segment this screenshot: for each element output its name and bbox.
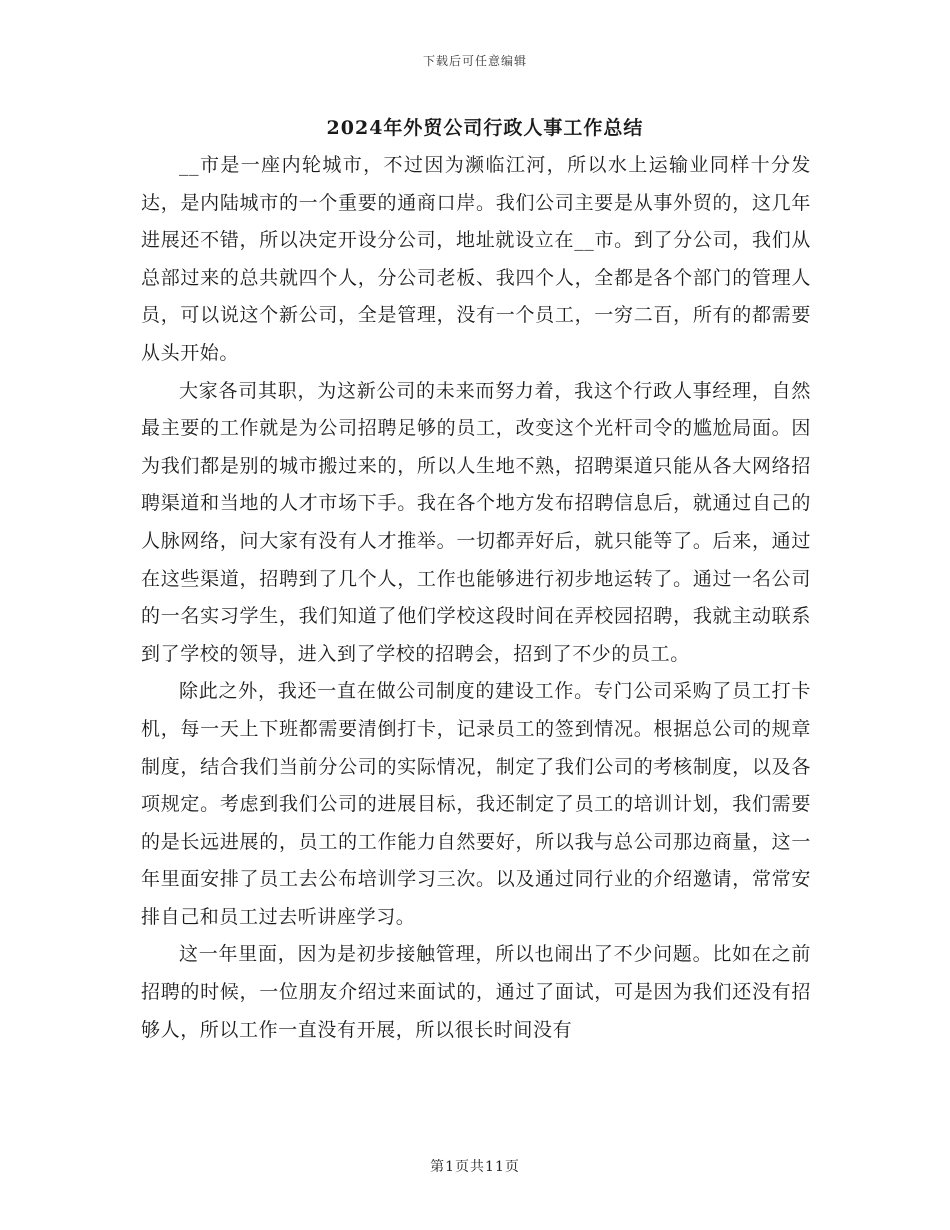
paragraph-2: 大家各司其职，为这新公司的未来而努力着，我这个行政人事经理，自然最主要的工作就是为公司招聘足够的员工，改变这个光杆司令的尴尬局面。因为我们都是别的城市搬过来的，所以人生地不熟，招聘渠道只能从各大网络招聘渠道和当地的人才市场下手。我在各个地方发布招聘信息后，就通过自己的人脉网络，问大家有没有人才推举。一切都弄好后，就只能等了。后来，通过在这些渠道，招聘到了几个人，工作也能够进行初步地运转了。通过一名公司的一名实习学生，我们知道了他们学校这段时间在弄校园招聘，我就主动联系到了学校的领导，进入到了学校的招聘会，招到了不少的员工。 [141, 379, 811, 665]
paragraph-1: __市是一座内轮城市，不过因为濒临江河，所以水上运输业同样十分发达，是内陆城市的一个重要的通商口岸。我们公司主要是从事外贸的，这几年进展还不错，所以决定开设分公司，地址就设立在__市。到了分公司，我们从总部过来的总共就四个人，分公司老板、我四个人，全都是各个部门的管理人员，可以说这个新公司，全是管理，没有一个员工，一穷二百，所有的都需要从头开始。 [141, 154, 811, 364]
header-note: 下载后可任意编辑 [422, 54, 527, 68]
paragraph-3: 除此之外，我还一直在做公司制度的建设工作。专门公司采购了员工打卡机，每一天上下班都需要清倒打卡，记录员工的签到情况。根据总公司的规章制度，结合我们当前分公司的实际情况，制定了我们公司的考核制度，以及各项规定。考虑到我们公司的进展目标，我还制定了员工的培训计划，我们需要的是长远进展的，员工的工作能力自然要好，所以我与总公司那边商量，这一年里面安排了员工去公布培训学习三次。以及通过同行业的介绍邀请，常常安排自己和员工过去听讲座学习。 [141, 680, 811, 928]
document-title: 2024年外贸公司行政人事工作总结 [326, 117, 644, 139]
paragraph-4: 这一年里面，因为是初步接触管理，所以也闹出了不少问题。比如在之前招聘的时候，一位朋友介绍过来面试的，通过了面试，可是因为我们还没有招够人，所以工作一直没有开展，所以很长时间没有 [141, 943, 811, 1041]
page-number-footer: 第1页共11页 [430, 1159, 520, 1175]
document-body [141, 147, 811, 1049]
